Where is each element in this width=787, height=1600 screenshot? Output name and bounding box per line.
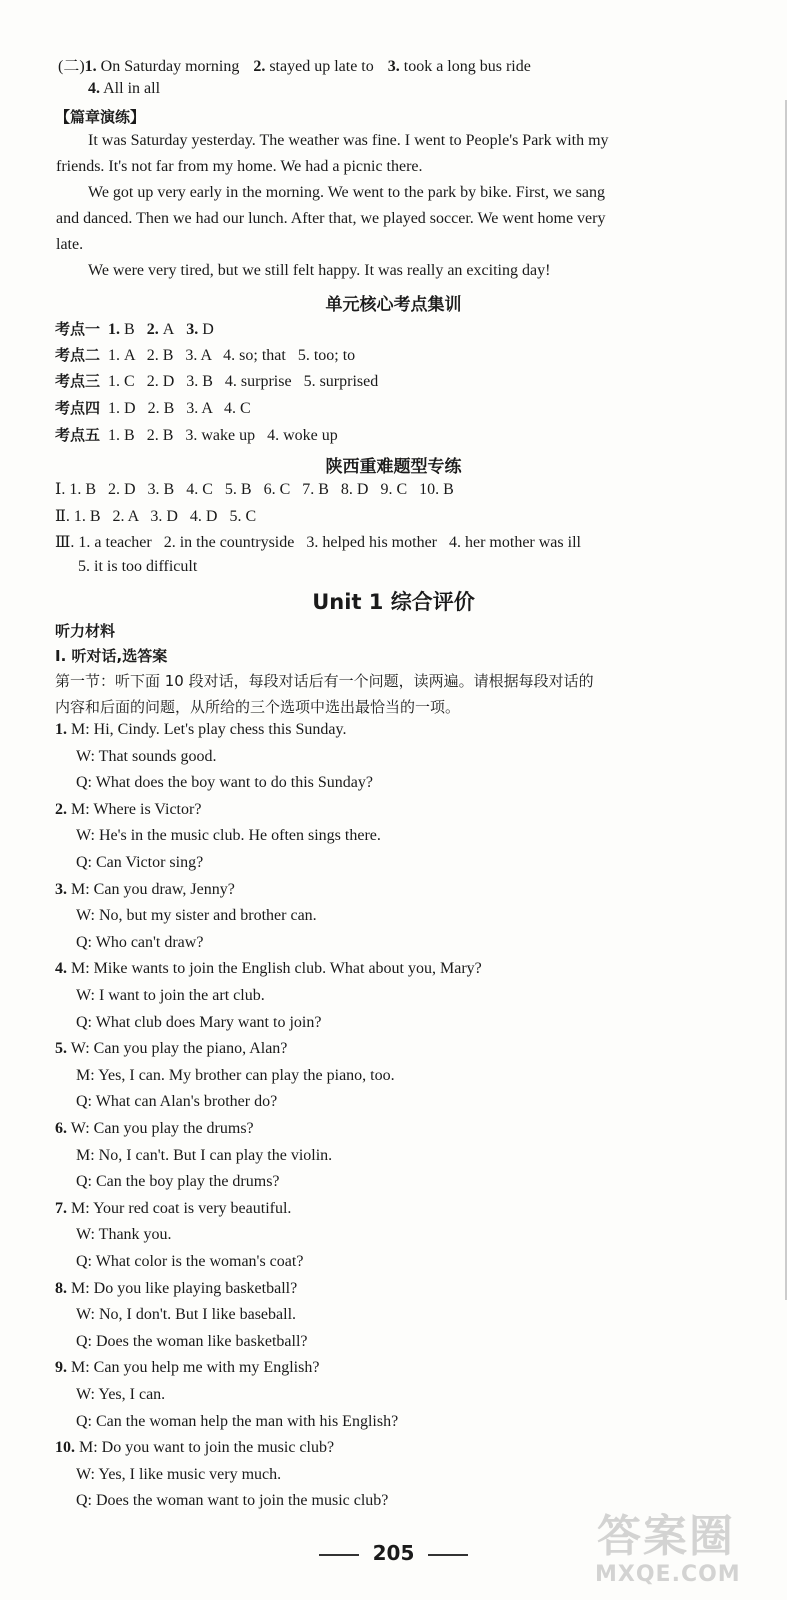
dialog-text: W: Thank you. <box>76 1226 172 1243</box>
answer-text: took a long bus ride <box>403 58 531 75</box>
dialog-line <box>76 987 265 1005</box>
dialog-text: Q: What color is the woman's coat? <box>76 1253 304 1270</box>
answer-text: stayed up late to <box>269 58 374 75</box>
dialog-text: M: Can you help me with my English? <box>71 1359 320 1376</box>
unit-title: Unit 1 综合评价 <box>312 590 475 614</box>
core-label: 考点四 <box>55 399 101 417</box>
page-number-text: 205 <box>372 1541 415 1565</box>
dialog-question <box>76 934 203 952</box>
dialog-line <box>55 721 346 739</box>
dialog-text: W: That sounds good. <box>76 748 217 765</box>
answer-text: All in all <box>103 80 161 97</box>
dialog-text: W: Yes, I can. <box>76 1386 166 1403</box>
dialog-text: W: Can you play the piano, Alan? <box>70 1040 288 1057</box>
dialog-text: W: No, but my sister and brother can. <box>76 907 317 924</box>
watermark-text: 答案圈 <box>597 1511 735 1562</box>
num: 1. <box>108 321 121 338</box>
num: 2. <box>253 58 266 75</box>
dialog-line <box>76 1147 332 1165</box>
watermark-logo <box>577 1500 777 1595</box>
dialog-number: 6. <box>55 1120 67 1137</box>
dialog-number: 2. <box>55 801 67 818</box>
practice-para: We got up very early in the morning. We went to the park by bike. First, we sang <box>88 184 606 201</box>
num: 1. <box>84 58 97 75</box>
dialog-question <box>76 774 373 792</box>
dialog-text: Q: What club does Mary want to join? <box>76 1014 322 1031</box>
dialog-line <box>55 1439 334 1457</box>
practice-para: late. <box>56 236 84 253</box>
dialog-line <box>55 801 201 819</box>
answer-text: A <box>162 321 175 338</box>
dialog-number: 5. <box>55 1040 67 1057</box>
core-row <box>55 318 214 339</box>
answer-text: B <box>124 321 135 338</box>
core-title: 单元核心考点集训 <box>325 295 462 315</box>
dialog-number: 1. <box>55 721 67 738</box>
dialog-line <box>76 1466 281 1484</box>
dialog-number: 3. <box>55 881 67 898</box>
dialog-line <box>55 1040 287 1058</box>
dialog-text: M: Can you draw, Jenny? <box>71 881 235 898</box>
num: 3. <box>186 321 199 338</box>
core-label: 考点五 <box>55 426 101 444</box>
dialog-question <box>76 1333 308 1351</box>
dialog-line <box>55 1120 254 1138</box>
answer-text: On Saturday morning <box>100 58 240 75</box>
shaanxi-row: Ⅲ. 1. a teacher 2. in the countryside 3. helped his mother 4. her mother was ill <box>55 534 581 551</box>
num: 2. <box>146 321 159 338</box>
core-label: 考点三 <box>55 372 101 390</box>
core-label: 考点一 <box>55 320 101 338</box>
core-row <box>55 344 355 365</box>
dialog-text: Q: Can the woman help the man with his English? <box>76 1413 399 1430</box>
practice-para: and danced. Then we had our lunch. After that, we played soccer. We went home very <box>56 210 606 227</box>
dialog-line <box>55 1359 319 1377</box>
dialog-line <box>55 960 482 978</box>
dialog-text: Q: Can Victor sing? <box>76 854 204 871</box>
num: 4. <box>88 80 100 97</box>
dialog-text: W: He's in the music club. He often sings there. <box>76 827 381 844</box>
dialog-text: M: Where is Victor? <box>71 801 202 818</box>
dialog-number: 8. <box>55 1280 67 1297</box>
core-row <box>55 370 378 391</box>
practice-para: It was Saturday yesterday. The weather was fine. I went to People's Park with my <box>88 132 609 149</box>
dialog-text: W: Yes, I like music very much. <box>76 1466 282 1483</box>
answer-text: 1. A 2. B 3. A 4. so; that 5. too; to <box>108 347 356 364</box>
dialog-question <box>76 1413 398 1431</box>
dialog-question <box>76 1014 321 1032</box>
shaanxi-title: 陕西重难题型专练 <box>325 457 462 477</box>
part1-heading: Ⅰ. 听对话,选答案 <box>55 647 168 665</box>
dialog-line <box>76 827 381 845</box>
dialog-text: Q: Does the woman want to join the music club? <box>76 1492 389 1509</box>
shaanxi-row: 5. it is too difficult <box>78 558 198 575</box>
dialog-question <box>76 1173 280 1191</box>
answer-text: 1. C 2. D 3. B 4. surprise 5. surprised <box>108 373 379 390</box>
shaanxi-row: Ⅱ. 1. B 2. A 3. D 4. D 5. C <box>55 508 257 525</box>
dialog-question <box>76 854 203 872</box>
dialog-line <box>76 1226 172 1244</box>
dialog-number: 9. <box>55 1359 67 1376</box>
practice-para: friends. It's not far from my home. We had a picnic there. <box>56 158 423 175</box>
dialog-line <box>55 881 235 899</box>
dialog-line <box>55 1280 297 1298</box>
dialog-text: W: Can you play the drums? <box>70 1120 254 1137</box>
num: 3. <box>387 58 400 75</box>
dialog-text: M: Do you like playing basketball? <box>71 1280 298 1297</box>
dialog-text: W: No, I don't. But I like baseball. <box>76 1306 297 1323</box>
core-row <box>55 397 251 418</box>
dialog-line <box>76 1386 165 1404</box>
shaanxi-row: Ⅰ. 1. B 2. D 3. B 4. C 5. B 6. C 7. B 8. D 9. C 10. B <box>55 481 454 498</box>
dialog-text: Q: Can the boy play the drums? <box>76 1173 280 1190</box>
dialog-text: Q: What does the boy want to do this Sunday? <box>76 774 373 791</box>
dialog-question <box>76 1093 277 1111</box>
dialog-text: Q: What can Alan's brother do? <box>76 1093 278 1110</box>
dialog-line <box>55 1200 291 1218</box>
dialog-number: 10. <box>55 1439 75 1456</box>
answer-text: 1. B 2. B 3. wake up 4. woke up <box>108 427 338 444</box>
sec2-line1 <box>58 53 531 76</box>
dialog-text: M: Your red coat is very beautiful. <box>71 1200 292 1217</box>
dialog-text: Q: Who can't draw? <box>76 934 204 951</box>
dialog-text: Q: Does the woman like basketball? <box>76 1333 308 1350</box>
dialog-line <box>76 907 317 925</box>
watermark-url: MXQE.COM <box>595 1562 741 1587</box>
core-label: 考点二 <box>55 346 101 364</box>
dialog-text: M: Mike wants to join the English club. What about you, Mary? <box>71 960 482 977</box>
dialog-line <box>76 1306 296 1324</box>
dialog-text: M: Do you want to join the music club? <box>79 1439 335 1456</box>
dialog-number: 4. <box>55 960 67 977</box>
dialog-line <box>76 1067 395 1085</box>
dialog-text: M: No, I can't. But I can play the violin. <box>76 1147 333 1164</box>
dialog-text: M: Hi, Cindy. Let's play chess this Sunday. <box>71 721 347 738</box>
dialog-question <box>76 1253 303 1271</box>
sec2-line2 <box>88 80 160 98</box>
core-row <box>55 424 338 445</box>
intro-text: 第一节：听下面 10 段对话，每段对话后有一个问题，读两遍。请根据每段对话的 <box>55 672 594 690</box>
practice-para: We were very tired, but we still felt happy. It was really an exciting day! <box>88 262 551 279</box>
dialog-text: W: I want to join the art club. <box>76 987 265 1004</box>
practice-title: 【篇章演练】 <box>55 108 146 126</box>
answer-text: D <box>202 321 214 338</box>
listening-heading: 听力材料 <box>55 622 116 640</box>
intro-text: 内容和后面的问题，从所给的三个选项中选出最恰当的一项。 <box>55 698 461 716</box>
dialog-line <box>76 748 216 766</box>
sec2-prefix: (二) <box>58 58 85 75</box>
dialog-question <box>76 1492 388 1510</box>
dialog-text: M: Yes, I can. My brother can play the piano, too. <box>76 1067 395 1084</box>
dialog-number: 7. <box>55 1200 67 1217</box>
answer-text: 1. D 2. B 3. A 4. C <box>108 400 251 417</box>
